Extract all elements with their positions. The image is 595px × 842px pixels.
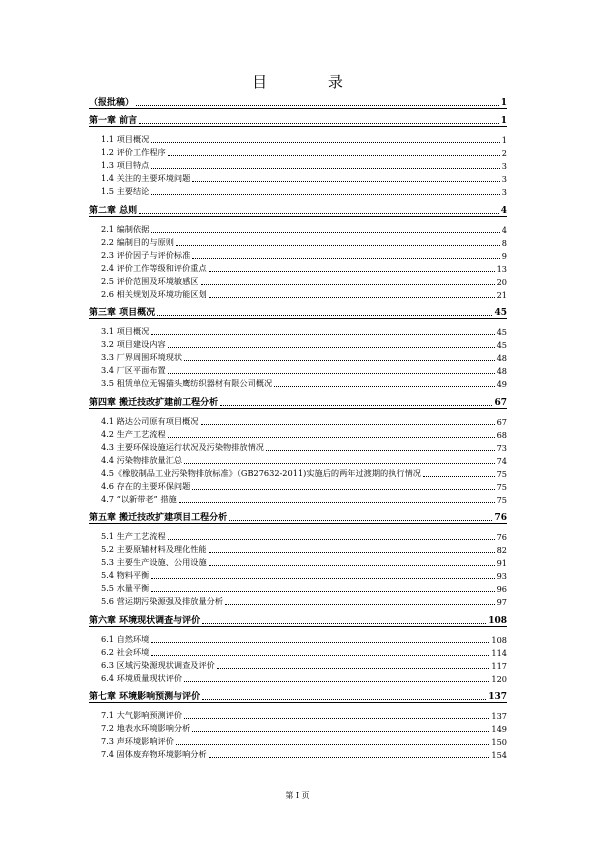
toc-entry-title: 2.4 评价工作等级和评价重点 (101, 262, 207, 273)
toc-entry-page-number: 68 (496, 429, 507, 440)
dot-leader (136, 105, 499, 106)
toc-section-entry[interactable] (89, 658, 507, 671)
toc-entry-page-number: 154 (491, 750, 507, 760)
dot-leader (176, 245, 500, 246)
toc-entry-title: 第五章 搬迁技改扩建项目工程分析 (89, 513, 228, 523)
toc-section-entry[interactable] (89, 479, 507, 492)
dot-leader (201, 284, 495, 285)
dot-leader (184, 681, 489, 682)
toc-entry-page-number: 75 (496, 494, 507, 505)
toc-section-entry[interactable] (89, 376, 507, 389)
toc-entry-title: 6.3 区域污染源现状调查及评价 (101, 659, 215, 670)
toc-entry-title: 第七章 环境影响预测与评价 (89, 692, 201, 702)
dot-leader (202, 699, 486, 700)
toc-entry-title: 3.1 项目概况 (101, 326, 150, 336)
toc-entry-title: 7.4 固体废弃物环境影响分析 (101, 749, 207, 759)
toc-entry-page-number: 137 (491, 711, 507, 721)
toc-entry-title: 3.4 厂区平面布置 (101, 365, 166, 375)
toc-entry-page-number: 74 (496, 455, 507, 466)
dot-leader (209, 271, 495, 272)
toc-entry-title: （报批稿） (89, 97, 135, 108)
toc-section-entry[interactable] (89, 671, 507, 684)
toc-entry-title: 5.4 物料平衡 (101, 570, 150, 580)
toc-section-entry[interactable] (89, 337, 507, 350)
toc-entry-page-number: 149 (491, 724, 507, 734)
dot-leader (168, 347, 495, 348)
dot-leader (157, 315, 492, 316)
toc-section-entry[interactable] (89, 581, 507, 594)
toc-entry-title: 3.2 项目建设内容 (101, 339, 166, 349)
toc-entry-title: 2.5 评价范围及环境敏感区 (101, 275, 199, 286)
table-of-contents (89, 95, 507, 760)
toc-entry-title: 4.1 路达公司原有项目概况 (101, 415, 199, 426)
toc-entry-title: 4.6 存在的主要环保问题 (101, 480, 191, 491)
toc-section-entry[interactable] (89, 645, 507, 658)
toc-entry-title: 1.4 关注的主要环境问题 (101, 173, 191, 183)
toc-entry-page-number: 120 (491, 673, 507, 684)
toc-chapter-entry[interactable] (89, 95, 507, 109)
dot-leader (220, 405, 492, 406)
dot-leader (217, 668, 489, 669)
toc-entry-title: 第一章 前言 (89, 116, 138, 126)
toc-entry-page-number: 117 (491, 660, 507, 671)
toc-chapter-entry[interactable] (89, 114, 507, 128)
dot-leader (209, 552, 495, 553)
toc-entry-page-number: 150 (491, 737, 507, 747)
toc-entry-title: 4.5《橡胶制品工业污染物排放标准》（GB27632-2011)实施后的两年过渡期的执行情况 (101, 467, 421, 478)
toc-section-entry[interactable] (89, 542, 507, 555)
toc-entry-title: 1.1 项目概况 (101, 134, 150, 144)
toc-entry-page-number: 1 (501, 135, 507, 145)
dot-leader (209, 297, 495, 298)
dot-leader (168, 539, 495, 540)
toc-entry-title: 第四章 搬迁技改扩建前工程分析 (89, 397, 219, 408)
toc-entry-page-number: 9 (501, 250, 507, 261)
dot-leader (151, 194, 499, 195)
toc-entry-page-number: 45 (494, 308, 507, 318)
toc-section-entry[interactable] (89, 171, 507, 184)
toc-section-entry[interactable] (89, 734, 507, 747)
toc-chapter-entry[interactable] (89, 395, 507, 409)
toc-entry-title: 7.3 声环境影响评价 (101, 736, 174, 746)
toc-entry-title: 2.2 编制目的与原则 (101, 236, 174, 247)
toc-entry-title: 3.3 厂界周围环境现状 (101, 352, 183, 362)
toc-section-entry[interactable] (89, 145, 507, 158)
toc-section-entry[interactable] (89, 274, 507, 287)
toc-section-entry[interactable] (89, 492, 507, 505)
dot-leader (151, 142, 499, 143)
toc-entry-title: 1.5 主要结论 (101, 186, 150, 196)
toc-section-entry[interactable] (89, 222, 507, 235)
toc-entry-page-number: 108 (491, 634, 507, 645)
toc-chapter-entry[interactable] (89, 306, 507, 320)
toc-chapter-entry[interactable] (89, 690, 507, 704)
toc-entry-page-number: 48 (496, 353, 507, 363)
toc-entry-page-number: 108 (488, 615, 507, 626)
dot-leader (168, 155, 500, 156)
toc-entry-title: 4.2 生产工艺流程 (101, 428, 166, 439)
toc-section-entry[interactable] (89, 184, 507, 197)
dot-leader (274, 386, 494, 387)
toc-section-entry[interactable] (89, 529, 507, 542)
toc-entry-title: 3.5 租赁单位无锡猫头鹰纺织器材有限公司概况 (101, 378, 273, 388)
toc-entry-title: 6.1 自然环境 (101, 633, 150, 644)
toc-section-entry[interactable] (89, 427, 507, 440)
toc-entry-page-number: 93 (496, 571, 507, 581)
toc-entry-page-number: 1 (500, 97, 507, 108)
toc-section-entry[interactable] (89, 440, 507, 453)
toc-entry-page-number: 91 (496, 558, 507, 568)
dot-leader (151, 642, 489, 643)
toc-entry-page-number: 2 (501, 148, 507, 158)
toc-entry-page-number: 4 (501, 224, 507, 235)
toc-entry-page-number: 75 (496, 481, 507, 492)
toc-entry-title: 2.6 相关规划及环境功能区划 (101, 288, 207, 299)
toc-entry-page-number: 49 (496, 379, 507, 389)
toc-entry-title: 5.6 营运期污染源强及排放量分析 (101, 596, 224, 606)
toc-entry-page-number: 1 (500, 116, 507, 126)
page-title: 目 录 (252, 73, 371, 91)
dot-leader (202, 623, 486, 624)
toc-entry-page-number: 137 (488, 692, 507, 702)
toc-entry-title: 5.2 主要原辅材料及理化性能 (101, 544, 207, 554)
toc-entry-page-number: 96 (496, 584, 507, 594)
dot-leader (192, 181, 499, 182)
toc-chapter-entry[interactable] (89, 511, 507, 525)
toc-entry-title: 7.2 地表水环境影响分析 (101, 723, 191, 733)
page-footer: 第 I 页 (285, 791, 310, 800)
toc-entry-title: 5.1 生产工艺流程 (101, 531, 166, 541)
dot-leader (151, 578, 494, 579)
dot-leader (184, 718, 489, 719)
toc-entry-page-number: 97 (496, 597, 507, 607)
dot-leader (168, 437, 495, 438)
dot-leader (139, 123, 499, 124)
toc-entry-title: 第三章 项目概况 (89, 308, 156, 318)
toc-section-entry[interactable] (89, 594, 507, 607)
dot-leader (151, 232, 499, 233)
toc-entry-title: 6.2 社会环境 (101, 646, 150, 657)
toc-entry-page-number: 3 (501, 174, 507, 184)
dot-leader (192, 731, 489, 732)
toc-entry-page-number: 76 (494, 513, 507, 523)
toc-entry-title: 4.7 “以新带老” 措施 (101, 493, 177, 504)
dot-leader (151, 334, 494, 335)
dot-leader (151, 591, 494, 592)
toc-entry-title: 5.5 水量平衡 (101, 583, 150, 593)
toc-section-entry[interactable] (89, 363, 507, 376)
dot-leader (266, 450, 495, 451)
toc-section-entry[interactable] (89, 721, 507, 734)
toc-section-entry[interactable] (89, 414, 507, 427)
dot-leader (423, 476, 495, 477)
dot-leader (184, 360, 494, 361)
dot-leader (151, 655, 489, 656)
toc-entry-page-number: 82 (496, 545, 507, 555)
toc-entry-title: 第二章 总则 (89, 205, 138, 216)
dot-leader (201, 424, 495, 425)
toc-section-entry[interactable] (89, 708, 507, 721)
toc-section-entry[interactable] (89, 324, 507, 337)
toc-entry-title: 第六章 环境现状调查与评价 (89, 615, 201, 626)
dot-leader (192, 489, 494, 490)
toc-entry-page-number: 45 (496, 327, 507, 337)
dot-leader (192, 258, 499, 259)
toc-section-entry[interactable] (89, 453, 507, 466)
toc-entry-page-number: 13 (496, 263, 507, 274)
toc-entry-title: 5.3 主要生产设施、公用设施 (101, 557, 207, 567)
toc-entry-title: 2.1 编制依据 (101, 223, 150, 234)
toc-entry-title: 6.4 环境质量现状评价 (101, 672, 183, 683)
toc-entry-page-number: 75 (496, 468, 507, 479)
dot-leader (179, 502, 495, 503)
toc-entry-title: 1.3 项目特点 (101, 160, 150, 170)
dot-leader (225, 604, 495, 605)
toc-section-entry[interactable] (89, 248, 507, 261)
toc-entry-page-number: 3 (501, 187, 507, 197)
toc-entry-page-number: 21 (496, 289, 507, 300)
toc-entry-page-number: 76 (496, 532, 507, 542)
toc-entry-title: 1.2 评价工作程序 (101, 147, 166, 157)
toc-section-entry[interactable] (89, 466, 507, 479)
dot-leader (168, 373, 495, 374)
toc-entry-page-number: 67 (496, 416, 507, 427)
toc-entry-page-number: 114 (491, 647, 507, 658)
toc-section-entry[interactable] (89, 747, 507, 760)
toc-section-entry[interactable] (89, 632, 507, 645)
toc-section-entry[interactable] (89, 158, 507, 171)
dot-leader (176, 744, 489, 745)
toc-entry-title: 2.3 评价因子与评价标准 (101, 249, 191, 260)
toc-entry-page-number: 3 (501, 161, 507, 171)
toc-section-entry[interactable] (89, 261, 507, 274)
toc-entry-page-number: 67 (494, 397, 507, 408)
toc-entry-page-number: 48 (496, 366, 507, 376)
toc-section-entry[interactable] (89, 287, 507, 300)
toc-section-entry[interactable] (89, 350, 507, 363)
toc-section-entry[interactable] (89, 235, 507, 248)
toc-entry-title: 4.4 污染物排放量汇总 (101, 454, 183, 465)
toc-section-entry[interactable] (89, 132, 507, 145)
toc-chapter-entry[interactable] (89, 613, 507, 627)
toc-entry-page-number: 4 (500, 205, 507, 216)
dot-leader (209, 565, 495, 566)
dot-leader (184, 463, 494, 464)
toc-entry-title: 4.3 主要环保设施运行状况及污染物排放情况 (101, 441, 264, 452)
toc-entry-page-number: 73 (496, 442, 507, 453)
dot-leader (229, 520, 492, 521)
dot-leader (209, 757, 490, 758)
toc-entry-page-number: 45 (496, 340, 507, 350)
toc-entry-title: 7.1 大气影响预测评价 (101, 710, 183, 720)
toc-entry-page-number: 8 (501, 237, 507, 248)
dot-leader (139, 213, 499, 214)
toc-section-entry[interactable] (89, 568, 507, 581)
toc-section-entry[interactable] (89, 555, 507, 568)
toc-entry-page-number: 20 (496, 276, 507, 287)
toc-chapter-entry[interactable] (89, 203, 507, 217)
dot-leader (151, 168, 499, 169)
